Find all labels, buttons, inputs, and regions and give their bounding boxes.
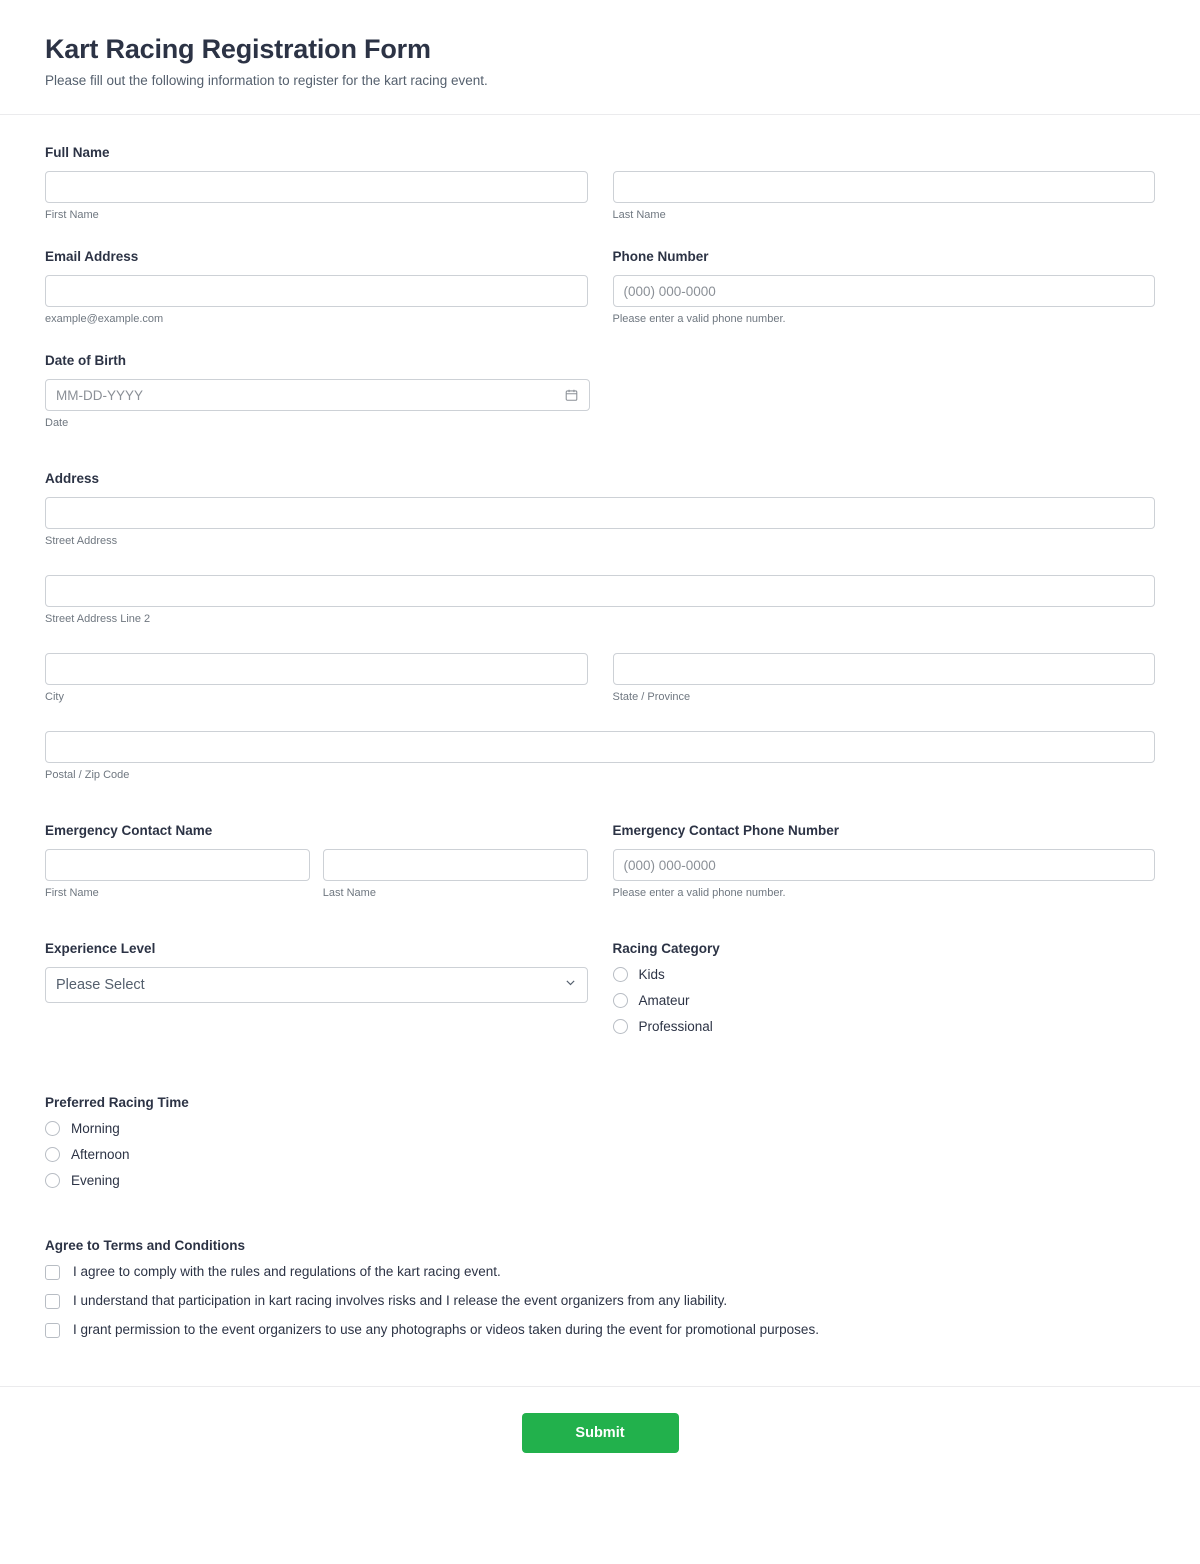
phone-field xyxy=(613,249,1156,325)
emergency-first-name-input[interactable] xyxy=(45,849,310,881)
street-address-2-sublabel: Street Address Line 2 xyxy=(45,613,151,625)
emergency-phone-input[interactable] xyxy=(613,849,1156,881)
phone-label: Phone Number xyxy=(612,249,709,264)
dob-field xyxy=(45,353,588,429)
street-address-sublabel: Street Address xyxy=(45,535,118,547)
terms-field xyxy=(45,1238,1155,1338)
checkbox-icon[interactable] xyxy=(45,1323,60,1338)
form-header xyxy=(0,0,1200,115)
street-address-input[interactable] xyxy=(45,497,1155,529)
full-name-row xyxy=(45,145,1155,249)
dob-row-spacer xyxy=(613,353,1156,471)
postal-code-sublabel: Postal / Zip Code xyxy=(45,769,130,781)
radio-icon[interactable] xyxy=(613,1019,628,1034)
emergency-contact-row xyxy=(45,823,1155,941)
radio-option-morning[interactable] xyxy=(45,1121,1155,1136)
emergency-first-name-sublabel: First Name xyxy=(45,887,99,899)
radio-icon[interactable] xyxy=(45,1121,60,1136)
radio-option-kids[interactable] xyxy=(613,967,1156,982)
checkbox-label: I grant permission to the event organizers to use any photographs or videos taken during the event for promotional purposes. xyxy=(73,1322,819,1337)
first-name-sublabel: First Name xyxy=(45,209,99,221)
emergency-phone-sublabel: Please enter a valid phone number. xyxy=(612,887,786,899)
postal-field xyxy=(45,731,1155,781)
last-name-spacer-label xyxy=(613,145,1156,160)
emergency-first-name-wrap xyxy=(45,849,310,899)
dob-input-wrap xyxy=(45,379,588,411)
state-sublabel: State / Province xyxy=(612,691,691,703)
radio-label: Professional xyxy=(638,1019,713,1034)
radio-label: Afternoon xyxy=(71,1147,130,1162)
last-name-sublabel: Last Name xyxy=(612,209,666,221)
emergency-last-name-sublabel: Last Name xyxy=(322,887,376,899)
radio-option-evening[interactable] xyxy=(45,1173,1155,1188)
city-input[interactable] xyxy=(45,653,588,685)
dob-label: Date of Birth xyxy=(45,353,126,368)
dob-input[interactable] xyxy=(45,379,590,411)
last-name-field xyxy=(613,145,1156,221)
racing-category-label: Racing Category xyxy=(612,941,720,956)
emergency-name-field xyxy=(45,823,588,899)
city-sublabel: City xyxy=(45,691,64,703)
checkbox-icon[interactable] xyxy=(45,1294,60,1309)
experience-label: Experience Level xyxy=(45,941,156,956)
emergency-name-label: Emergency Contact Name xyxy=(45,823,213,838)
racing-category-field xyxy=(613,941,1156,1045)
radio-icon[interactable] xyxy=(45,1147,60,1162)
email-field xyxy=(45,249,588,325)
radio-label: Evening xyxy=(71,1173,120,1188)
radio-icon[interactable] xyxy=(613,993,628,1008)
checkbox-photo-permission[interactable] xyxy=(45,1322,1155,1338)
emergency-name-pair xyxy=(45,849,588,899)
emergency-phone-field xyxy=(613,823,1156,899)
last-name-input[interactable] xyxy=(613,171,1156,203)
postal-code-input[interactable] xyxy=(45,731,1155,763)
terms-label: Agree to Terms and Conditions xyxy=(45,1238,246,1253)
checkbox-liability[interactable] xyxy=(45,1293,1155,1309)
email-label: Email Address xyxy=(45,249,139,264)
street-address-field xyxy=(45,497,1155,547)
phone-sublabel: Please enter a valid phone number. xyxy=(612,313,786,325)
emergency-phone-label: Emergency Contact Phone Number xyxy=(612,823,840,838)
email-input[interactable] xyxy=(45,275,588,307)
form-body xyxy=(0,115,1200,1386)
radio-label: Kids xyxy=(638,967,665,982)
state-field xyxy=(613,653,1156,703)
preferred-time-label: Preferred Racing Time xyxy=(45,1095,189,1110)
checkbox-icon[interactable] xyxy=(45,1265,60,1280)
address-label: Address xyxy=(45,471,100,486)
street-address-2-input[interactable] xyxy=(45,575,1155,607)
checkbox-label: I understand that participation in kart racing involves risks and I release the event organizers from any liability. xyxy=(73,1293,728,1308)
emergency-last-name-input[interactable] xyxy=(323,849,588,881)
submit-button[interactable]: Submit xyxy=(522,1413,679,1453)
address-section xyxy=(45,471,1155,781)
state-input[interactable] xyxy=(613,653,1156,685)
experience-field xyxy=(45,941,588,1045)
radio-label: Amateur xyxy=(638,993,690,1008)
street-address-2-field xyxy=(45,575,1155,625)
radio-option-amateur[interactable] xyxy=(613,993,1156,1008)
checkbox-rules[interactable] xyxy=(45,1264,1155,1280)
experience-category-row xyxy=(45,941,1155,1095)
checkbox-label: I agree to comply with the rules and regulations of the kart racing event. xyxy=(73,1264,501,1279)
dob-sublabel: Date xyxy=(45,417,69,429)
page-title: Kart Racing Registration Form xyxy=(45,34,431,64)
page-subtitle: Please fill out the following information to register for the kart racing event. xyxy=(45,73,488,88)
full-name-field xyxy=(45,145,588,221)
radio-icon[interactable] xyxy=(613,967,628,982)
email-sublabel: example@example.com xyxy=(45,313,164,325)
form-footer xyxy=(0,1386,1200,1489)
first-name-input[interactable] xyxy=(45,171,588,203)
emergency-last-name-wrap xyxy=(323,849,588,899)
radio-option-afternoon[interactable] xyxy=(45,1147,1155,1162)
email-phone-row xyxy=(45,249,1155,353)
radio-icon[interactable] xyxy=(45,1173,60,1188)
city-state-row xyxy=(45,653,1155,731)
radio-label: Morning xyxy=(71,1121,120,1136)
full-name-label: Full Name xyxy=(45,145,110,160)
radio-option-professional[interactable] xyxy=(613,1019,1156,1034)
experience-select[interactable] xyxy=(45,967,588,1003)
experience-select-wrap xyxy=(45,967,588,1003)
dob-row xyxy=(45,353,1155,471)
phone-input[interactable] xyxy=(613,275,1156,307)
preferred-time-field xyxy=(45,1095,1155,1188)
city-field xyxy=(45,653,588,703)
